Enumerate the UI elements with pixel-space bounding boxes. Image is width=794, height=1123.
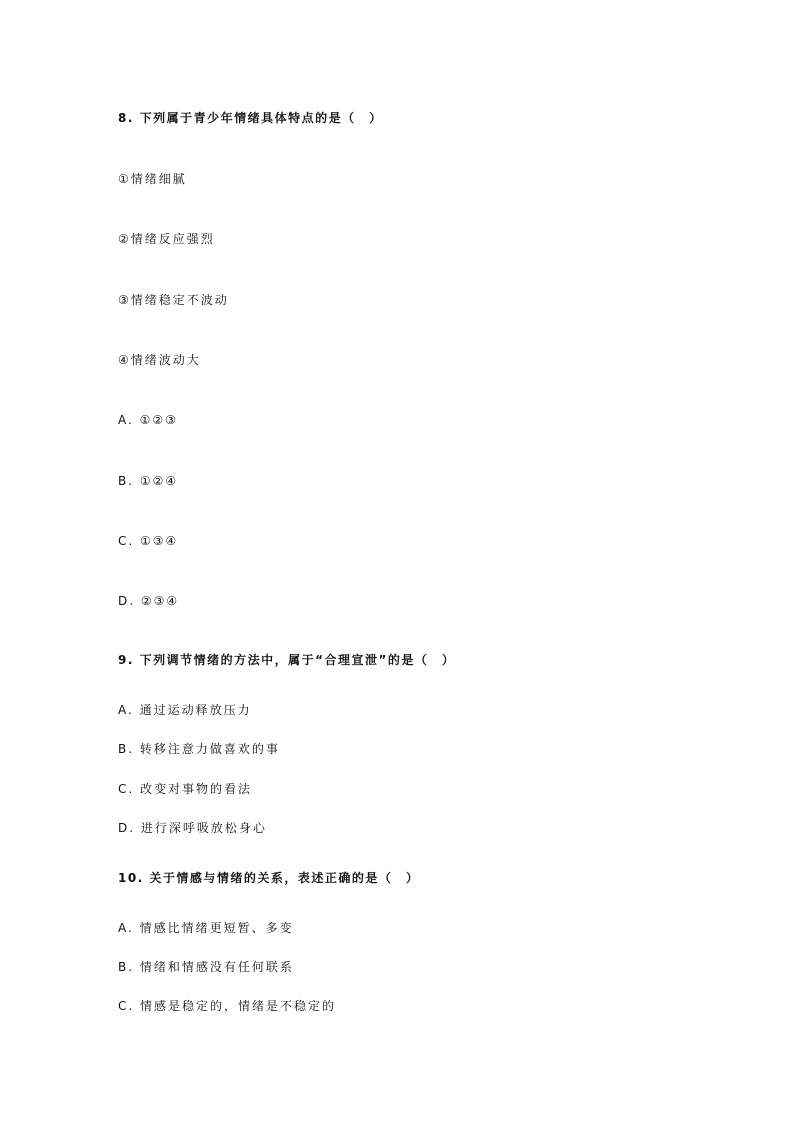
- question-8-statement-4: ④情绪波动大: [118, 353, 201, 367]
- question-8-option-b: B. ①②④: [118, 474, 179, 488]
- question-8-option-d: D. ②③④: [118, 594, 180, 608]
- question-8-statement-1: ①情绪细腻: [118, 172, 187, 186]
- question-9-option-d: D. 进行深呼吸放松身心: [118, 821, 267, 835]
- question-8-statement-3: ③情绪稳定不波动: [118, 293, 229, 307]
- question-10-option-b: B. 情绪和情感没有任何联系: [118, 960, 294, 974]
- question-10-stem: 10. 关于情感与情绪的关系，表述正确的是（ ）: [118, 871, 420, 885]
- question-8-option-c: C. ①③④: [118, 534, 179, 548]
- question-9-stem: 9. 下列调节情绪的方法中，属于“合理宣泄”的是（ ）: [118, 653, 456, 667]
- question-8-stem: 8. 下列属于青少年情绪具体特点的是（ ）: [118, 111, 383, 125]
- question-9-option-c: C. 改变对事物的看法: [118, 782, 253, 796]
- question-9-option-a: A. 通过运动释放压力: [118, 703, 252, 717]
- question-8-statement-2: ②情绪反应强烈: [118, 232, 215, 246]
- question-9-option-b: B. 转移注意力做喜欢的事: [118, 742, 280, 756]
- question-10-option-a: A. 情感比情绪更短暂、多变: [118, 921, 294, 935]
- question-8-option-a: A. ①②③: [118, 413, 178, 427]
- question-10-option-c: C. 情感是稳定的，情绪是不稳定的: [118, 999, 337, 1013]
